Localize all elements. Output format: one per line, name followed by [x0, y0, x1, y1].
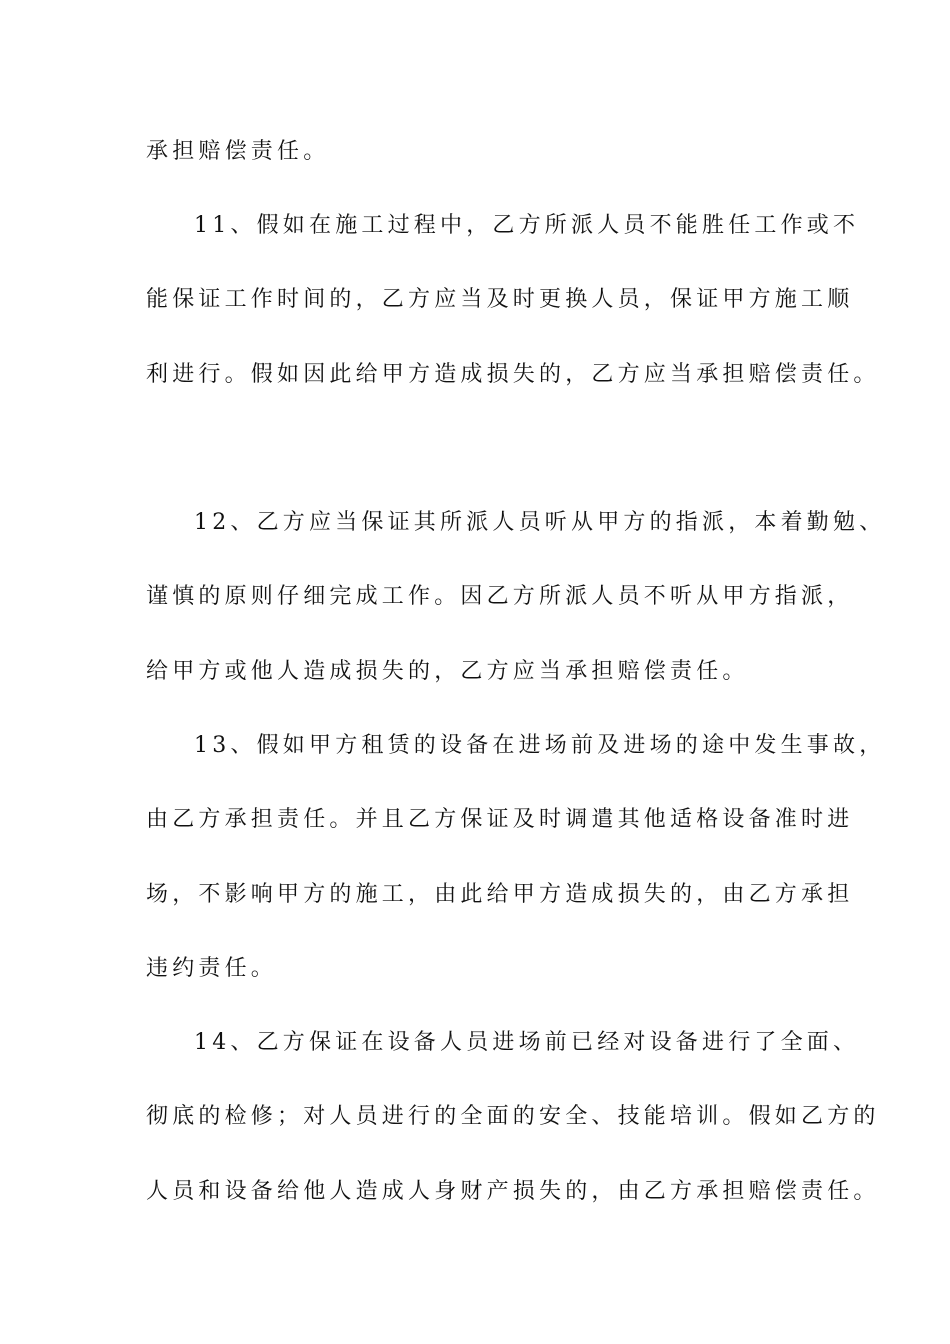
text-line: 利进行。假如因此给甲方造成损失的，乙方应当承担赔偿责任。 [146, 362, 880, 387]
text-line: 彻底的检修；对人员进行的全面的安全、技能培训。假如乙方的 [146, 1104, 880, 1129]
text-line: 场，不影响甲方的施工，由此给甲方造成损失的，由乙方承担 [146, 882, 854, 907]
paragraph-14-start: 14、乙方保证在设备人员进场前已经对设备进行了全面、 [194, 1030, 860, 1055]
text-line: 人员和设备给他人造成人身财产损失的，由乙方承担赔偿责任。 [146, 1179, 880, 1204]
paragraph-13-start: 13、假如甲方租赁的设备在进场前及进场的途中发生事故， [194, 733, 886, 758]
text-line: 承担赔偿责任。 [146, 139, 330, 164]
paragraph-11-start: 11、假如在施工过程中，乙方所派人员不能胜任工作或不 [194, 213, 860, 238]
text-line: 谨慎的原则仔细完成工作。因乙方所派人员不听从甲方指派， [146, 584, 854, 609]
text-line: 能保证工作时间的，乙方应当及时更换人员，保证甲方施工顺 [146, 287, 854, 312]
text-line: 违约责任。 [146, 956, 278, 981]
paragraph-12-start: 12、乙方应当保证其所派人员听从甲方的指派，本着勤勉、 [194, 510, 886, 535]
text-line: 给甲方或他人造成损失的，乙方应当承担赔偿责任。 [146, 659, 749, 684]
text-line: 由乙方承担责任。并且乙方保证及时调遣其他适格设备准时进 [146, 807, 854, 832]
